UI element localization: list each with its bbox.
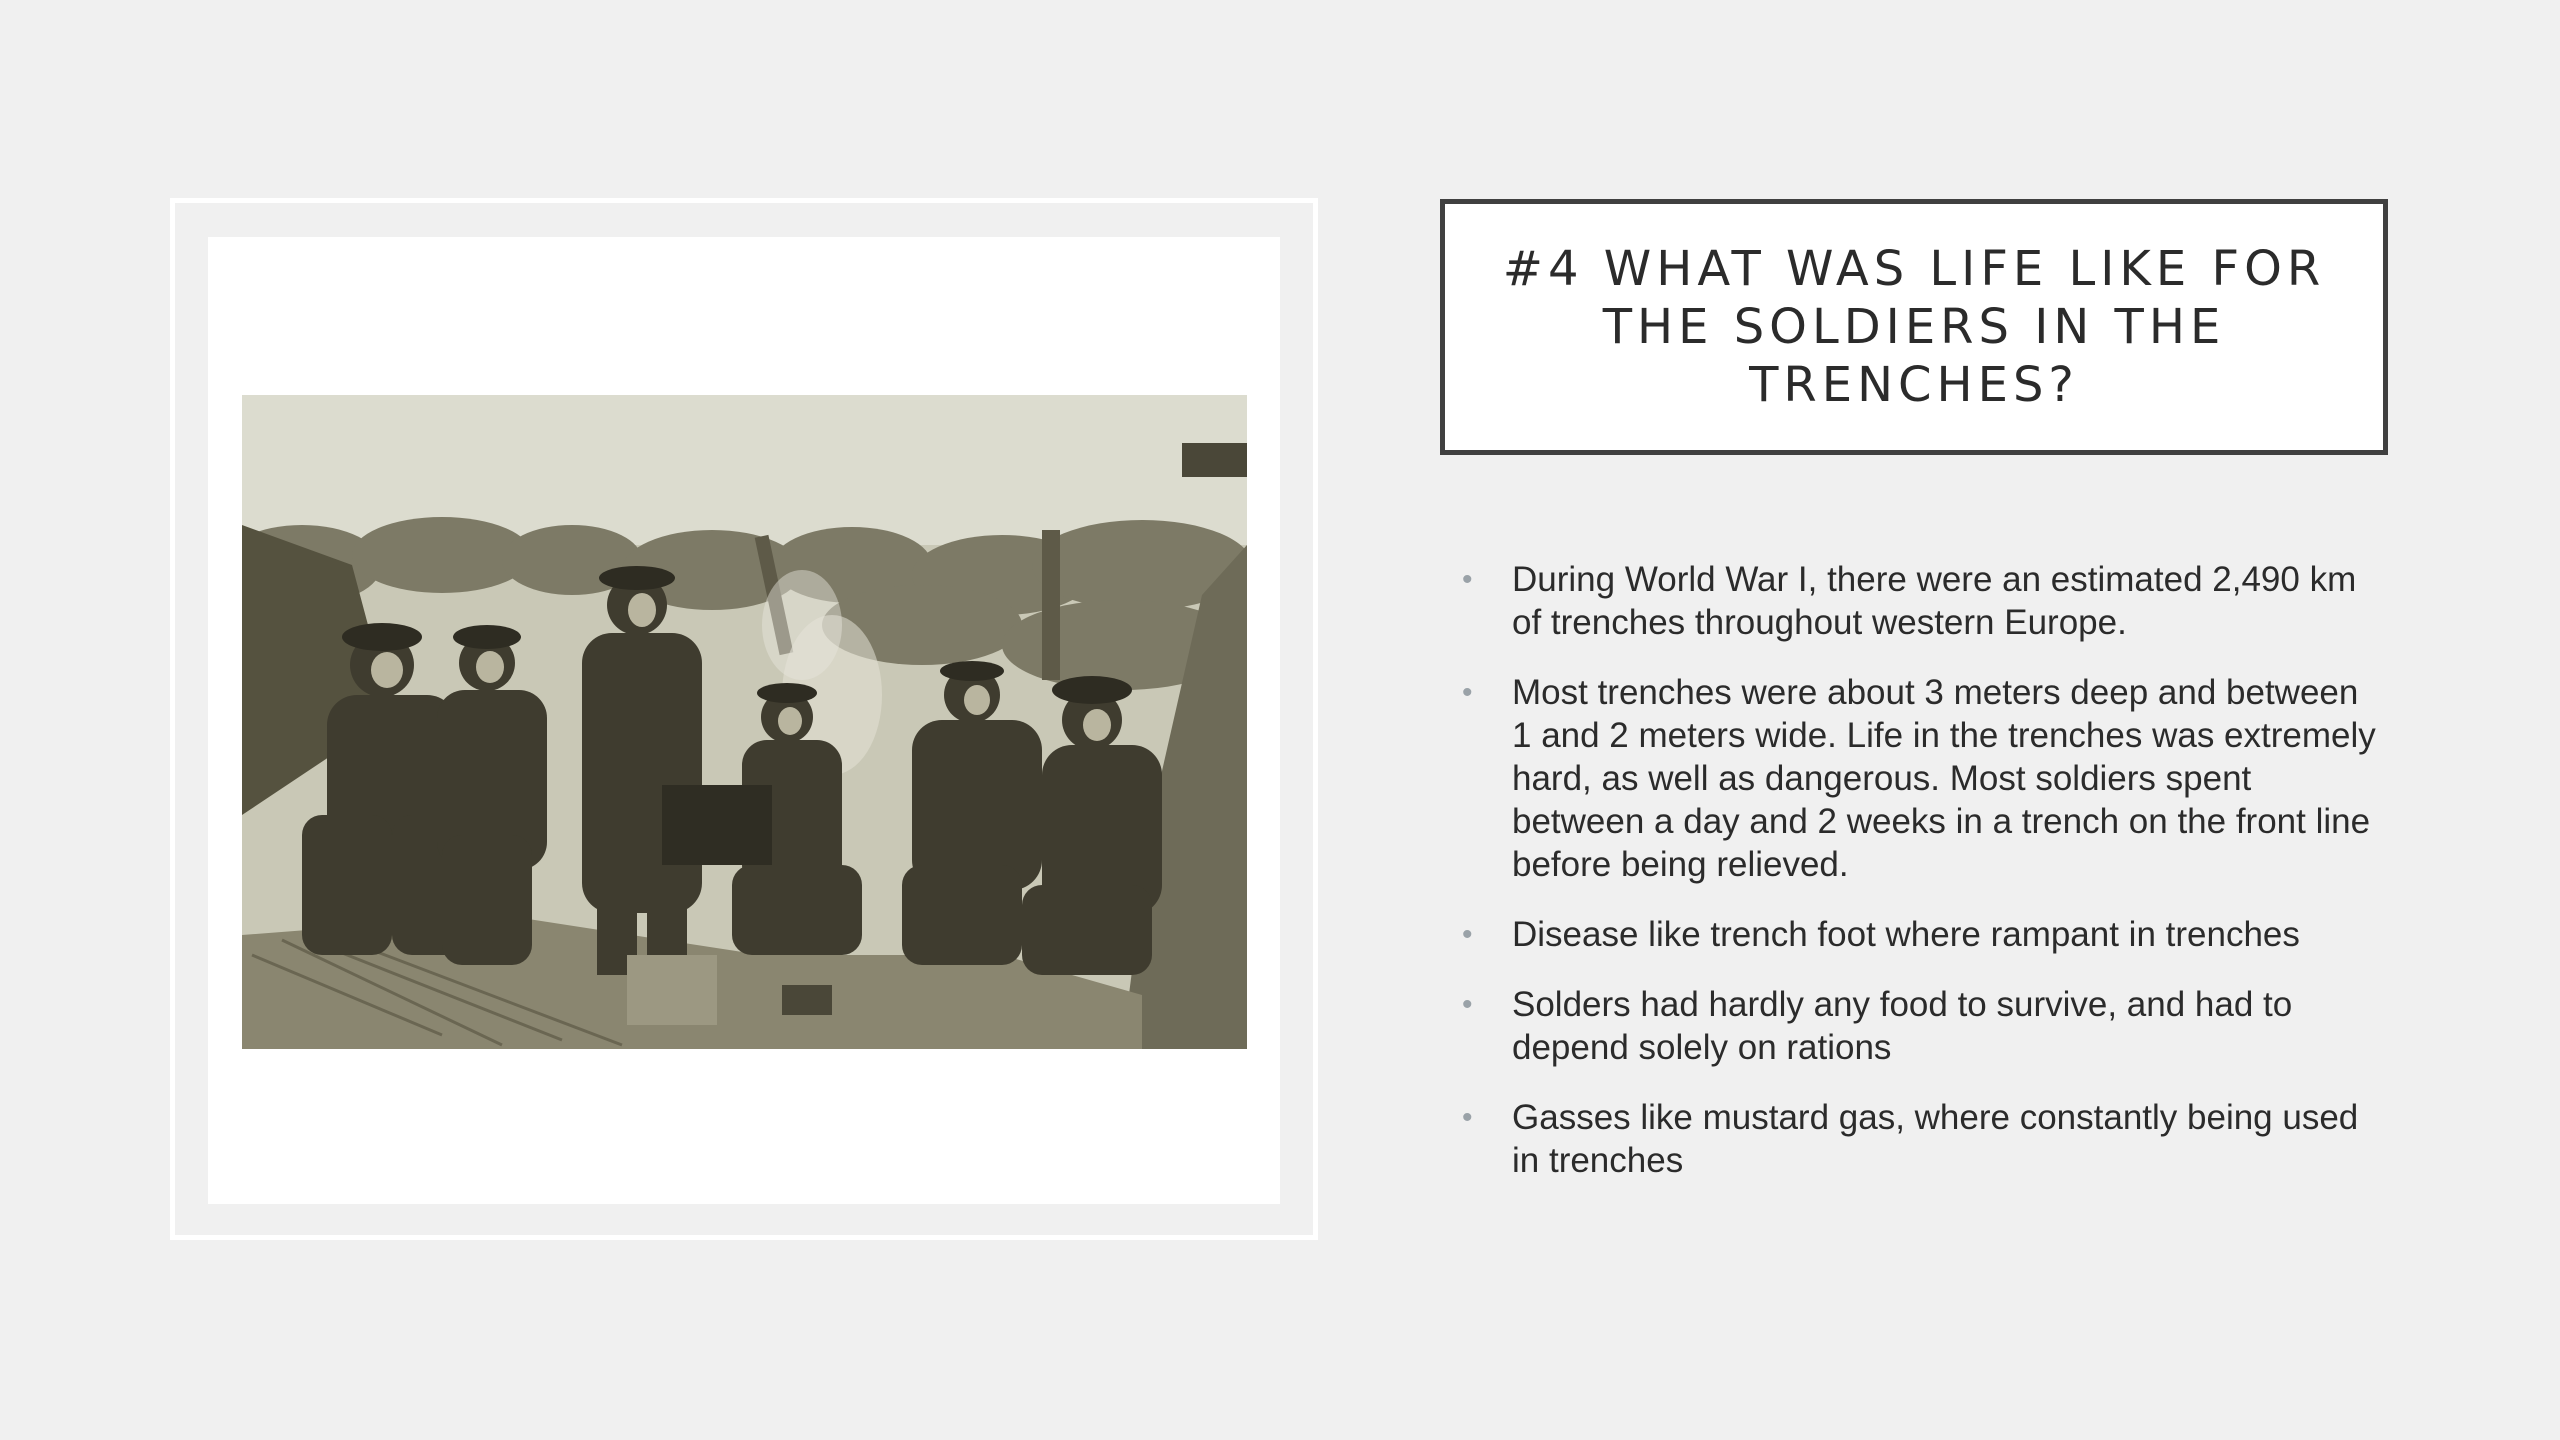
bullet-marker: • <box>1462 918 1473 951</box>
bullet-marker: • <box>1462 676 1473 709</box>
bullet-text: Solders had hardly any food to survive, and had to depend solely on rations <box>1512 985 2293 1067</box>
list-item <box>1462 558 2382 644</box>
list-item <box>1462 913 2382 956</box>
slide-title: #4 WHAT WAS LIFE LIKE FOR THE SOLDIERS IN THE TRENCHES? <box>1502 241 2326 413</box>
title-box <box>1440 199 2388 455</box>
bullet-list <box>1462 558 2382 1209</box>
list-item <box>1462 983 2382 1069</box>
bullet-marker: • <box>1462 988 1473 1021</box>
bullet-text: Gasses like mustard gas, where constantly being used in trenches <box>1512 1098 2359 1180</box>
list-item <box>1462 1096 2382 1182</box>
bullet-text: Most trenches were about 3 meters deep and between 1 and 2 meters wide. Life in the trenches was extremely hard, as well as dangerous. Most soldiers spent between a day and 2 weeks in a trench on the front line before being relieved. <box>1512 673 2376 884</box>
bullet-marker: • <box>1462 1101 1473 1134</box>
bullet-text: During World War I, there were an estimated 2,490 km of trenches throughout western Europe. <box>1512 560 2357 642</box>
bullet-marker: • <box>1462 563 1473 596</box>
bullet-text: Disease like trench foot where rampant in trenches <box>1512 915 2300 954</box>
soldiers-in-trench-photo <box>242 395 1247 1049</box>
list-item <box>1462 671 2382 886</box>
